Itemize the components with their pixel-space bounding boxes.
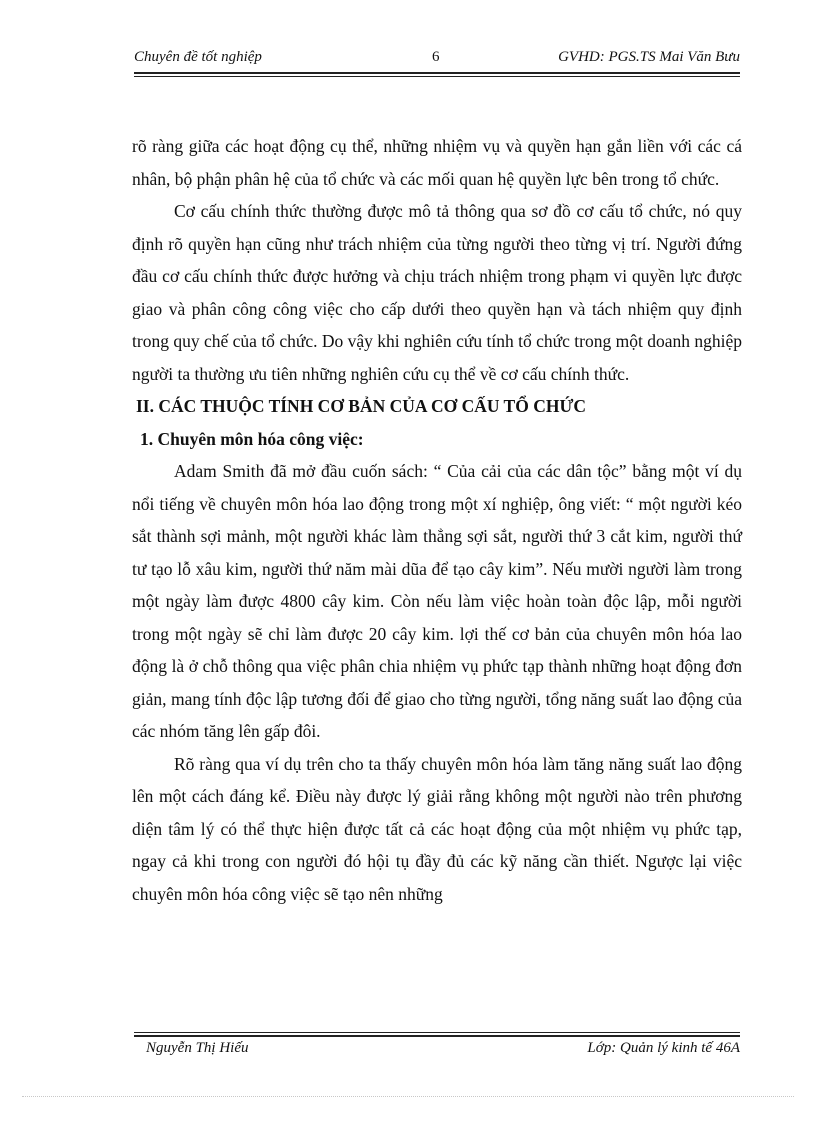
footer-rule-thin <box>134 1032 740 1033</box>
page-edge-divider <box>22 1096 794 1097</box>
paragraph-specialization: Rõ ràng qua ví dụ trên cho ta thấy chuyên môn hóa làm tăng năng suất lao động lên một cách đáng kể. Điều này được lý giải rằng không một người nào trên phương diện tâm lý có thể thực hiện được tất cả các hoạt động của một nhiệm vụ phức tạp, ngay cả khi trong con người đó hội tụ đầy đủ các kỹ năng cần thiết. Ngược lại việc chuyên môn hóa công việc sẽ tạo nên những <box>132 753 742 904</box>
footer-class: Lớp: Quản lý kinh tế 46A <box>587 1040 740 1056</box>
paragraph-formal-structure: Cơ cấu chính thức thường được mô tả thông qua sơ đồ cơ cấu tổ chức, nó quy định rõ quyền hạn cũng như trách nhiệm của từng người theo từng vị trí. Người đứng đầu cơ cấu chính thức được hưởng và chịu trách nhiệm trong phạm vi quyền lực được giao và phân công công việc cho cấp dưới theo quyền hạn và tách nhiệm quy định trong quy chế của tổ chức. Do vậy khi nghiên cứu tính tổ chức trong một doanh nghiệp người ta thường ưu tiên những nghiên cứu cụ thể về cơ cấu chính thức. <box>132 201 742 384</box>
footer-rule-thick <box>134 1035 740 1037</box>
page-header <box>134 47 740 71</box>
paragraph-continued: rõ ràng giữa các hoạt động cụ thể, những nhiệm vụ và quyền hạn gắn liền với các cá nhân, bộ phận phân hệ của tổ chức và các mối quan hệ quyền lực bên trong tổ chức. <box>132 136 742 189</box>
header-document-title: Chuyên đề tốt nghiệp <box>134 49 262 65</box>
header-supervisor: GVHD: PGS.TS Mai Văn Bưu <box>558 49 740 65</box>
section-heading: II. CÁC THUỘC TÍNH CƠ BẢN CỦA CƠ CẤU TỔ CHỨC <box>136 396 587 416</box>
subsection-heading: 1. Chuyên môn hóa công việc: <box>140 428 364 449</box>
header-rule-thin <box>134 76 740 77</box>
header-rule-thick <box>134 72 740 74</box>
page-body <box>132 130 742 910</box>
footer-author: Nguyễn Thị Hiếu <box>146 1040 249 1056</box>
page-footer <box>134 1040 740 1064</box>
paragraph-adam-smith: Adam Smith đã mở đầu cuốn sách: “ Của cải của các dân tộc” bằng một ví dụ nổi tiếng về chuyên môn hóa lao động trong một xí nghiệp, ông viết: “ một người kéo sắt thành sợi mảnh, một người khác làm thẳng sợi sắt, người thứ 3 cắt kim, người thứ tư tạo lỗ xâu kim, người thứ năm mài dũa để tạo cây kim”. Nếu mười người làm trong một ngày làm được 4800 cây kim. Còn nếu làm việc hoàn toàn độc lập, mỗi người trong một ngày sẽ chỉ làm được 20 cây kim. lợi thế cơ bản của chuyên môn hóa lao động là ở chỗ thông qua việc phân chia nhiệm vụ phức tạp thành những hoạt động đơn giản, mang tính độc lập tương đối để giao cho từng người, tổng năng suất lao động của các nhóm tăng lên gấp đôi. <box>132 461 742 741</box>
header-page-number: 6 <box>432 49 440 65</box>
